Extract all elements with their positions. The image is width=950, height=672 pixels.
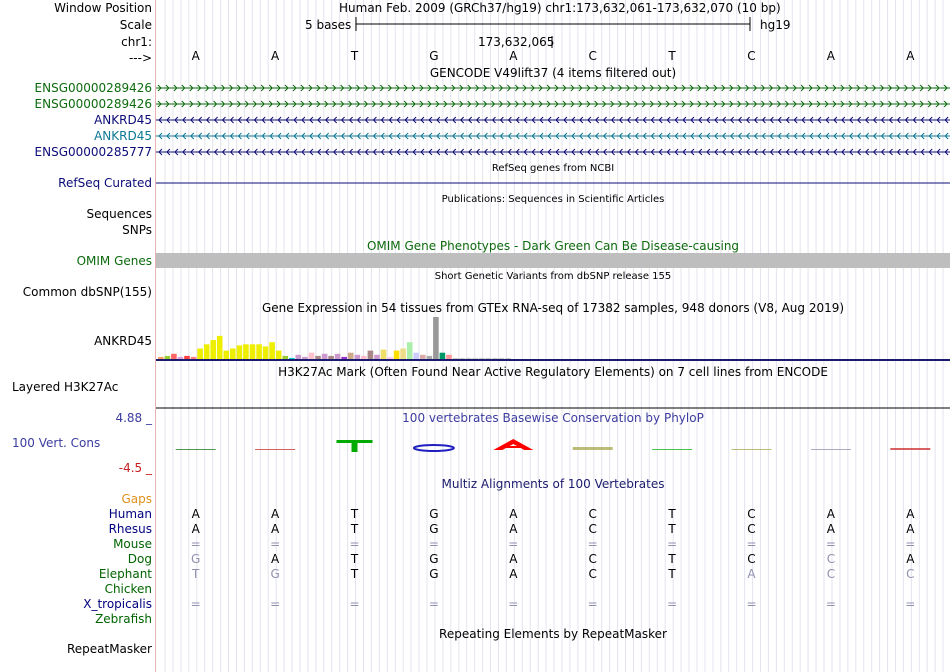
alignment-base: G [191, 552, 201, 566]
gene-label-ankrd45-1[interactable]: ANKRD45 [94, 113, 152, 127]
gtex-tissue-bar [440, 353, 446, 359]
gtex-tissue-bar [459, 358, 465, 359]
gtex-tissue-bar [486, 358, 492, 359]
alignment-base: A [826, 522, 835, 536]
alignment-base: A [509, 522, 518, 536]
gtex-tissue-bar [230, 349, 236, 360]
alignment-base: = [587, 537, 598, 551]
alignment-base: A [270, 552, 280, 566]
gaps-label[interactable]: Gaps [121, 492, 152, 506]
reference-base: G [429, 49, 439, 63]
track-labels-column [0, 0, 154, 672]
gtex-tissue-bar [302, 357, 308, 359]
alignment-base: T [668, 522, 676, 536]
alignment-base: A [826, 507, 835, 521]
gtex-tissue-bar [296, 355, 302, 359]
alignment-base: C [588, 522, 597, 536]
species-label-x_tropicalis[interactable]: X_tropicalis [83, 597, 152, 611]
gtex-tissue-bar [387, 357, 393, 359]
window-position-text: Human Feb. 2009 (GRCh37/hg19) chr1:173,632,061-173,632,070 (10 bp) [339, 1, 781, 15]
gtex-tissue-bar [217, 336, 223, 359]
gtex-tissue-bar [499, 358, 505, 359]
species-label-zebrafish[interactable]: Zebrafish [95, 612, 152, 626]
tracks-panel[interactable] [156, 0, 950, 672]
common-dbsnp-label[interactable]: Common dbSNP(155) [22, 285, 152, 299]
alignment-base: = [667, 537, 678, 551]
alignment-base: G [270, 567, 280, 581]
alignment-base: = [508, 537, 519, 551]
reference-base: C [588, 49, 597, 63]
phylop-mark [573, 447, 613, 450]
gtex-tissue-bar [348, 353, 354, 359]
publications-track-title[interactable]: Publications: Sequences in Scientific Articles [441, 194, 665, 205]
gtex-tissue-bar [184, 356, 190, 359]
gtex-tissue-bar [479, 358, 485, 359]
reference-base: A [191, 49, 200, 63]
alignment-base: = [746, 537, 757, 551]
gtex-tissue-bar [289, 358, 295, 359]
gtex-tissue-bar [263, 346, 269, 359]
h3k27ac-track-title[interactable]: H3K27Ac Mark (Often Found Near Active Regulatory Elements) on 7 cell lines from ENCODE [278, 365, 828, 379]
phylop-mark [505, 446, 521, 448]
gtex-tissue-bar [413, 353, 419, 359]
alignment-base: T [668, 552, 676, 566]
gtex-tissue-bar [191, 357, 197, 359]
gtex-tissue-bar [381, 350, 387, 360]
alignment-base: T [350, 552, 359, 566]
gtex-tissue-bar [341, 357, 347, 359]
alignment-base: A [509, 567, 518, 581]
gtex-tissue-bar [269, 342, 275, 359]
alignment-base: = [587, 597, 598, 611]
snps-label[interactable]: SNPs [122, 223, 152, 237]
alignment-base: C [747, 552, 756, 566]
alignment-base: = [428, 597, 439, 611]
alignment-base: C [588, 552, 597, 566]
multiz-track-title[interactable]: Multiz Alignments of 100 Vertebrates [441, 477, 665, 491]
gene-label-ankrd45-2[interactable]: ANKRD45 [94, 129, 152, 143]
gtex-tissue-bar [178, 357, 184, 359]
conservation-max-label: 4.88 _ [115, 411, 152, 425]
alignment-base: T [192, 567, 200, 581]
vert-cons-label[interactable]: 100 Vert. Cons [12, 436, 101, 450]
gtex-tissue-bar [243, 344, 249, 359]
alignment-base: G [429, 567, 439, 581]
center-coordinate: 173,632,065 [478, 35, 555, 49]
alignment-base: G [429, 552, 439, 566]
gtex-tissue-bar [237, 345, 243, 359]
gtex-tissue-bar [276, 351, 282, 359]
alignment-base: G [429, 522, 439, 536]
alignment-base: G [429, 507, 439, 521]
gtex-tissue-bar [256, 344, 262, 359]
alignment-base: T [668, 507, 676, 521]
alignment-base: = [825, 537, 836, 551]
alignment-base: C [588, 507, 597, 521]
gtex-tissue-bar [453, 358, 459, 359]
scale-bar-text: 5 bases [305, 18, 352, 32]
gtex-tissue-bar [328, 356, 334, 359]
phylop-mark [890, 448, 930, 450]
alignment-base: = [349, 537, 360, 551]
dbsnp-track-title[interactable]: Short Genetic Variants from dbSNP release 155 [434, 271, 672, 282]
alignment-base: A [270, 522, 280, 536]
reference-base: C [747, 49, 756, 63]
gtex-tissue-bar [492, 358, 498, 359]
alignment-base: A [906, 522, 915, 536]
gtex-tissue-bar [427, 356, 433, 359]
gtex-tissue-bar [210, 340, 216, 359]
phylop-mark [414, 445, 454, 451]
alignment-base: T [668, 567, 676, 581]
alignment-base: = [508, 597, 519, 611]
gtex-tissue-bar [250, 344, 256, 359]
reference-base: A [826, 49, 835, 63]
scale-label[interactable]: Scale [119, 18, 152, 32]
alignment-base: = [270, 597, 281, 611]
reference-base: A [270, 49, 280, 63]
alignment-base: = [905, 537, 916, 551]
gtex-tissue-bar [394, 351, 400, 359]
gtex-tissue-bar [505, 358, 511, 359]
gtex-tissue-bar [361, 356, 367, 359]
gtex-tissue-bar [472, 358, 478, 359]
layered-h3k27ac-label[interactable]: Layered H3K27Ac [12, 380, 119, 394]
alignment-base: A [509, 507, 518, 521]
species-label-rhesus[interactable]: Rhesus [108, 522, 152, 536]
alignment-base: C [747, 507, 756, 521]
phylop-mark [352, 440, 358, 452]
alignment-base: A [747, 567, 756, 581]
alignment-base: C [747, 522, 756, 536]
phylop-mark [732, 449, 772, 450]
gtex-tissue-bar [322, 354, 328, 359]
alignment-base: T [350, 522, 359, 536]
alignment-base: C [588, 567, 597, 581]
sequences-label[interactable]: Sequences [86, 207, 152, 221]
alignment-base: A [270, 507, 280, 521]
alignment-base: A [509, 552, 518, 566]
alignment-base: = [190, 597, 201, 611]
phylop-track-title[interactable]: 100 vertebrates Basewise Conservation by PhyloP [402, 411, 704, 425]
alignment-base: A [906, 507, 915, 521]
species-label-mouse[interactable]: Mouse [113, 537, 152, 551]
alignment-base: = [746, 597, 757, 611]
phylop-mark [493, 439, 533, 450]
omim-gene-bar [156, 253, 950, 268]
alignment-base: C [826, 552, 836, 566]
gene-label-ensg00000285777[interactable]: ENSG00000285777 [34, 145, 152, 159]
refseq-track-title[interactable]: RefSeq genes from NCBI [491, 163, 615, 174]
window-position-label[interactable]: Window Position [54, 1, 152, 15]
phylop-mark [255, 449, 295, 450]
gene-label-ensg00000289426-2[interactable]: ENSG00000289426 [34, 97, 152, 111]
gtex-tissue-bar [446, 355, 452, 359]
phylop-mark [811, 449, 851, 450]
alignment-base: T [350, 567, 359, 581]
alignment-base: = [270, 537, 281, 551]
gtex-tissue-bar [433, 317, 439, 359]
gtex-tissue-bar [355, 355, 361, 359]
species-label-human[interactable]: Human [108, 507, 152, 521]
repeatmasker-label[interactable]: RepeatMasker [66, 642, 152, 656]
gtex-tissue-bar [283, 356, 289, 359]
omim-genes-label[interactable]: OMIM Genes [76, 254, 152, 268]
species-label-chicken[interactable]: Chicken [104, 582, 152, 596]
gtex-track-title[interactable]: Gene Expression in 54 tissues from GTEx RNA-seq of 17382 samples, 948 donors (V8, Aug 2019) [261, 301, 845, 315]
gtex-tissue-bar [407, 342, 413, 359]
chromosome-label[interactable]: chr1: [121, 35, 152, 49]
alignment-base: T [350, 507, 359, 521]
gtex-tissue-bar [315, 356, 321, 359]
gene-label-ensg00000289426-1[interactable]: ENSG00000289426 [34, 81, 152, 95]
gtex-tissue-bar [374, 355, 380, 359]
gtex-tissue-bar [420, 355, 426, 359]
species-label-elephant[interactable]: Elephant [98, 567, 152, 581]
alignment-base: A [906, 552, 915, 566]
phylop-mark [652, 449, 692, 450]
repeatmasker-track-title[interactable]: Repeating Elements by RepeatMasker [439, 627, 667, 641]
alignment-base: C [826, 567, 836, 581]
reference-base: A [906, 49, 915, 63]
omim-track-title[interactable]: OMIM Gene Phenotypes - Dark Green Can Be Disease-causing [366, 239, 740, 253]
gtex-tissue-bar [309, 353, 315, 359]
alignment-base: = [190, 537, 201, 551]
gtex-tissue-bar [368, 351, 374, 359]
reference-base: T [350, 49, 359, 63]
refseq-curated-label[interactable]: RefSeq Curated [58, 176, 152, 190]
reference-base: A [509, 49, 518, 63]
gtex-tissue-bar [158, 357, 164, 359]
species-label-dog[interactable]: Dog [127, 552, 152, 566]
alignment-base: = [905, 597, 916, 611]
reference-base: T [668, 49, 676, 63]
gtex-tissue-bar [335, 354, 341, 359]
gtex-tissue-bar [171, 354, 177, 359]
strand-arrow-label[interactable]: ---> [128, 51, 152, 65]
conservation-min-label: -4.5 _ [118, 461, 152, 475]
alignment-base: = [667, 597, 678, 611]
alignment-base: = [349, 597, 360, 611]
gtex-tissue-bar [165, 356, 171, 359]
alignment-base: A [191, 522, 200, 536]
alignment-base: = [428, 537, 439, 551]
alignment-base: = [825, 597, 836, 611]
gtex-tissue-bar [466, 358, 472, 359]
phylop-mark [176, 449, 216, 450]
alignment-base: A [191, 507, 200, 521]
gtex-tissue-bar [197, 349, 203, 360]
gtex-tissue-bar [224, 351, 230, 359]
gencode-track-title[interactable]: GENCODE V49lift37 (4 items filtered out) [429, 66, 677, 80]
alignment-base: C [906, 567, 915, 581]
assembly-name: hg19 [760, 18, 791, 32]
gtex-tissue-bar [400, 349, 406, 360]
gtex-gene-label[interactable]: ANKRD45 [94, 334, 152, 348]
gtex-tissue-bar [204, 344, 210, 359]
